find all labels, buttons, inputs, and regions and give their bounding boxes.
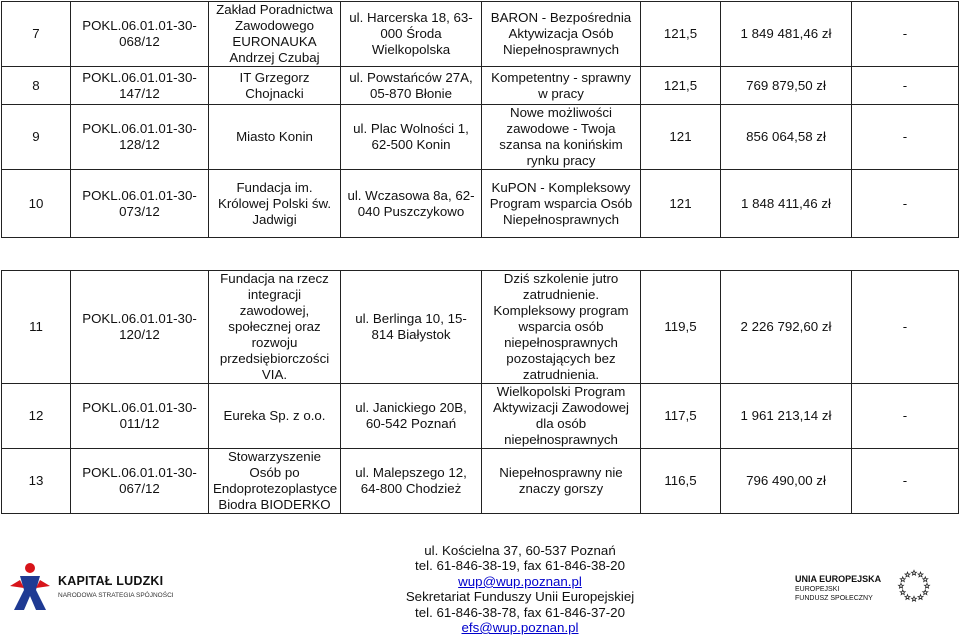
cell-kwota: 856 064,58 zł (721, 105, 852, 170)
eu-star-icon (900, 577, 905, 582)
eu-logo (795, 568, 955, 618)
cell-uwagi: - (852, 384, 959, 449)
table-row (2, 271, 959, 384)
cell-uwagi: - (852, 449, 959, 514)
kapital-ludzki-logo (6, 560, 174, 620)
table-row (2, 449, 959, 514)
eu-star-icon (899, 583, 904, 588)
cell-adres: ul. Powstańców 27A, 05-870 Błonie (341, 67, 482, 105)
footer-phone-efs: tel. 61-846-38-78, fax 61-846-37-20 (415, 604, 625, 620)
cell-lp: 13 (2, 449, 71, 514)
cell-adres: ul. Wczasowa 8a, 62-040 Puszczykowo (341, 170, 482, 238)
cell-tytul: Nowe możliwości zawodowe - Twoja szansa na konińskim rynku pracy (482, 105, 641, 170)
cell-wnioskodawca: Stowarzyszenie Osób po Endoprotezoplastyce Biodra BIODERKO (209, 449, 341, 514)
eu-star-icon (905, 572, 910, 577)
cell-uwagi: - (852, 2, 959, 67)
cell-nr: POKL.06.01.01-30-068/12 (71, 2, 209, 67)
cell-lp: 9 (2, 105, 71, 170)
eu-star-icon (900, 590, 905, 595)
table-row (2, 384, 959, 449)
footer-phone: tel. 61-846-38-19, fax 61-846-38-20 (415, 558, 625, 574)
footer-secretariat: Sekretariat Funduszy Unii Europejskiej (405, 589, 635, 605)
cell-adres: ul. Janickiego 20B, 60-542 Poznań (341, 384, 482, 449)
cell-punkty: 121 (641, 105, 721, 170)
kapital-ludzki-title: KAPITAŁ LUDZKI (58, 574, 164, 588)
cell-adres: ul. Malepszego 12, 64-800 Chodzież (341, 449, 482, 514)
cell-wnioskodawca: Eureka Sp. z o.o. (209, 384, 341, 449)
cell-nr: POKL.06.01.01-30-128/12 (71, 105, 209, 170)
cell-adres: ul. Plac Wolności 1, 62-500 Konin (341, 105, 482, 170)
eu-star-icon (912, 570, 917, 575)
eu-star-icon (918, 595, 923, 600)
cell-wnioskodawca: Fundacja im. Królowej Polski św. Jadwigi (209, 170, 341, 238)
cell-punkty: 121 (641, 170, 721, 238)
cell-nr: POKL.06.01.01-30-120/12 (71, 271, 209, 384)
cell-nr: POKL.06.01.01-30-147/12 (71, 67, 209, 105)
cell-kwota: 1 849 481,46 zł (721, 2, 852, 67)
eu-subtitle (795, 585, 873, 603)
cell-uwagi: - (852, 170, 959, 238)
table-spacer-row (2, 238, 959, 271)
cell-tytul: BARON - Bezpośrednia Aktywizacja Osób Niepełnosprawnych (482, 2, 641, 67)
cell-kwota: 2 226 792,60 zł (721, 271, 852, 384)
cell-punkty: 121,5 (641, 2, 721, 67)
cell-adres: ul. Harcerska 18, 63-000 Środa Wielkopolska (341, 2, 482, 67)
eu-flag-icon (893, 568, 935, 604)
cell-wnioskodawca: Fundacja na rzecz integracji zawodowej, społecznej oraz rozwoju przedsiębiorczości VIA. (209, 271, 341, 384)
cell-kwota: 769 879,50 zł (721, 67, 852, 105)
cell-wnioskodawca: Zakład Poradnictwa Zawodowego EURONAUKA Andrzej Czubaj (209, 2, 341, 67)
eu-title: UNIA EUROPEJSKA (795, 574, 882, 584)
projects-table (1, 1, 959, 514)
cell-kwota: 1 961 213,14 zł (721, 384, 852, 449)
cell-nr: POKL.06.01.01-30-067/12 (71, 449, 209, 514)
table-row (2, 67, 959, 105)
cell-lp: 8 (2, 67, 71, 105)
cell-kwota: 1 848 411,46 zł (721, 170, 852, 238)
eu-subtitle-line1: EUROPEJSKI (795, 586, 840, 593)
cell-lp: 11 (2, 271, 71, 384)
cell-tytul: Niepełnosprawny nie znaczy gorszy (482, 449, 641, 514)
cell-uwagi: - (852, 105, 959, 170)
cell-tytul: KuPON - Kompleksowy Program wsparcia Osób Niepełnosprawnych (482, 170, 641, 238)
table-row (2, 170, 959, 238)
table-row (2, 105, 959, 170)
cell-punkty: 121,5 (641, 67, 721, 105)
cell-uwagi: - (852, 271, 959, 384)
cell-punkty: 117,5 (641, 384, 721, 449)
table-row (2, 2, 959, 67)
footer-email-efs[interactable]: efs@wup.poznan.pl (461, 620, 579, 635)
cell-nr: POKL.06.01.01-30-073/12 (71, 170, 209, 238)
eu-star-icon (912, 596, 917, 601)
cell-nr: POKL.06.01.01-30-011/12 (71, 384, 209, 449)
cell-tytul: Kompetentny - sprawny w pracy (482, 67, 641, 105)
cell-tytul: Dziś szkolenie jutro zatrudnienie. Kompleksowy program wsparcia osób niepełnosprawnych pozostających bez zatrudnienia. (482, 271, 641, 384)
kapital-ludzki-subtitle: NARODOWA STRATEGIA SPÓJNOŚCI (58, 592, 174, 599)
kapital-ludzki-emblem-icon (6, 560, 54, 616)
contact-footer (330, 543, 710, 635)
eu-star-icon (918, 572, 923, 577)
cell-lp: 10 (2, 170, 71, 238)
cell-kwota: 796 490,00 zł (721, 449, 852, 514)
eu-star-icon (923, 577, 928, 582)
cell-punkty: 116,5 (641, 449, 721, 514)
cell-wnioskodawca: IT Grzegorz Chojnacki (209, 67, 341, 105)
eu-star-icon (925, 583, 930, 588)
cell-lp: 7 (2, 2, 71, 67)
cell-tytul: Wielkopolski Program Aktywizacji Zawodowej dla osób niepełnosprawnych (482, 384, 641, 449)
cell-wnioskodawca: Miasto Konin (209, 105, 341, 170)
cell-lp: 12 (2, 384, 71, 449)
cell-uwagi: - (852, 67, 959, 105)
cell-punkty: 119,5 (641, 271, 721, 384)
footer-email-wup[interactable]: wup@wup.poznan.pl (458, 573, 582, 589)
eu-star-icon (905, 595, 910, 600)
eu-subtitle-line2: FUNDUSZ SPOŁECZNY (795, 595, 873, 602)
eu-star-icon (923, 590, 928, 595)
cell-adres: ul. Berlinga 10, 15-814 Białystok (341, 271, 482, 384)
footer-address: ul. Kościelna 37, 60-537 Poznań (424, 543, 616, 558)
